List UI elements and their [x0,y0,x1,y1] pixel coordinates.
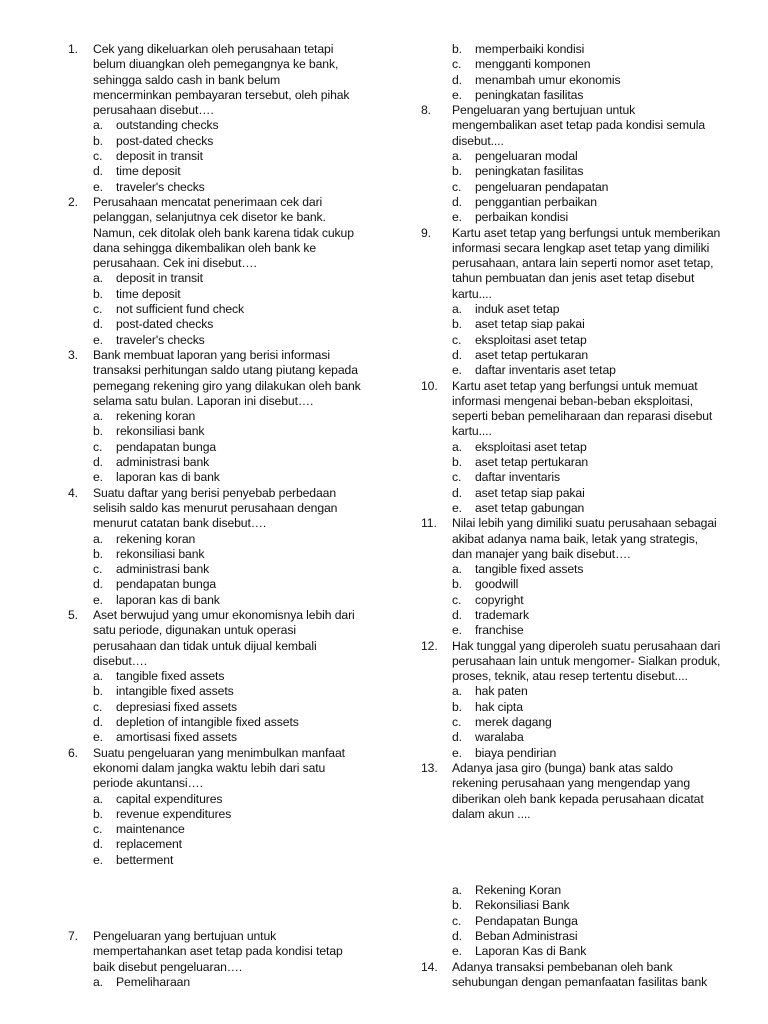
question-item [421,639,721,761]
answer-option [93,333,362,348]
option-text: trademark [475,607,529,622]
option-letter: c. [93,302,103,317]
option-text: aset tetap pertukaran [475,455,589,470]
option-text: deposit in transit [116,271,203,286]
option-text: tangible fixed assets [116,669,225,684]
option-letter: d. [93,837,103,852]
answer-option [452,593,721,608]
option-text: pendapatan bunga [116,439,217,454]
question-item [62,348,362,486]
option-text: merek dagang [475,715,552,730]
option-text: memperbaiki kondisi [475,42,585,56]
question-item [421,516,721,638]
option-letter: d. [452,347,462,362]
question-number: 6. [68,745,78,760]
answer-option [452,180,721,195]
option-letter: b. [452,898,462,913]
answer-option [93,684,362,699]
option-text: Beban Administrasi [475,929,578,944]
answer-option [93,164,362,179]
answer-option [93,149,362,164]
option-list [93,118,362,194]
option-letter: b. [93,546,103,561]
answer-option [452,88,721,103]
question-item [421,379,721,517]
option-list [452,883,721,959]
option-letter: c. [452,179,462,194]
option-text: eksploitasi aset tetap [475,332,587,347]
answer-option [93,562,362,577]
question-item [421,42,721,103]
option-text: pengeluaran modal [475,149,578,164]
option-list [452,684,721,760]
answer-option [93,593,362,608]
option-letter: c. [93,439,103,454]
option-text: administrasi bank [116,455,210,470]
answer-option [93,715,362,730]
option-text: traveler's checks [116,332,205,347]
option-letter: a. [93,118,103,133]
option-text: peningkatan fasilitas [475,87,584,102]
option-letter: c. [452,715,462,730]
answer-option [93,532,362,547]
option-letter: a. [93,974,103,989]
option-letter: b. [93,806,103,821]
answer-option [452,883,721,898]
option-letter: b. [93,133,103,148]
question-item [421,226,721,379]
option-text: laporan kas di bank [116,470,220,485]
option-text: revenue expenditures [116,806,232,821]
answer-option [452,929,721,944]
option-text: aset tetap siap pakai [475,317,585,332]
question-text: Suatu daftar yang berisi penyebab perbedaan selisih saldo kas menurut perusahaan dengan menurut catatan bank disebut…. [93,485,338,531]
option-letter: d. [452,194,462,209]
question-text: Pengeluaran yang bertujuan untuk mempertahankan aset tetap pada kondisi tetap baik disebut pengeluaran…. [93,929,343,974]
question-text: Cek yang dikeluarkan oleh perusahaan tetapi belum diuangkan oleh pemegangnya ke bank, sehingga saldo cash in bank belum mencerminkan pembayaran tersebut, oleh pihak perusahaan disebut…. [93,42,350,118]
option-text: rekening koran [116,531,196,546]
option-text: maintenance [116,822,185,837]
option-letter: b. [452,317,462,332]
answer-option [452,608,721,623]
answer-option [93,822,362,837]
option-text: mengganti komponen [475,57,591,72]
answer-option [452,302,721,317]
answer-option [93,302,362,317]
option-text: hak paten [475,684,528,699]
option-letter: b. [452,577,462,592]
answer-option [93,470,362,485]
option-text: daftar inventaris [475,470,561,485]
option-text: replacement [116,837,182,852]
option-letter: e. [93,592,103,607]
option-text: outstanding checks [116,118,219,133]
option-text: capital expenditures [116,791,223,806]
question-number: 1. [68,42,78,56]
option-text: post-dated checks [116,133,214,148]
option-text: penggantian perbaikan [475,194,597,209]
option-letter: e. [93,179,103,194]
blank-space [62,868,362,929]
answer-option [452,317,721,332]
answer-option [452,348,721,363]
option-list [452,562,721,638]
question-text: Aset berwujud yang umur ekonomisnya lebih dari satu periode, digunakan untuk operasi perusahaan dan tidak untuk dijual kembali disebut…. [93,607,355,668]
option-text: Rekening Koran [475,883,562,898]
option-text: not sufficient fund check [116,302,245,317]
answer-option [452,501,721,516]
answer-option [452,149,721,164]
option-list [452,42,721,103]
answer-option [452,164,721,179]
question-text: Kartu aset tetap yang berfungsi untuk memuat informasi mengenai beban-beban eksploitasi, seperti beban pemeliharaan dan reparasi disebut kartu.... [452,378,713,439]
answer-option [452,470,721,485]
option-letter: e. [452,944,462,959]
option-text: Laporan Kas di Bank [475,944,587,959]
question-item [62,746,362,868]
option-letter: a. [452,302,462,317]
option-text: daftar inventaris aset tetap [475,363,616,378]
question-item [421,103,721,225]
answer-option [452,210,721,225]
answer-option [93,853,362,868]
option-letter: e. [452,210,462,225]
answer-option [452,700,721,715]
option-text: hak cipta [475,699,523,714]
option-letter: a. [452,883,462,898]
answer-option [452,944,721,959]
question-item [62,929,362,990]
question-text: Perusahaan mencatat penerimaan cek dari pelanggan, selanjutnya cek disetor ke bank. Namun, cek ditolak oleh bank karena tidak cukup dana sehingga dikembalikan oleh bank ke perusahaan. Cek ini disebut…. [93,194,354,271]
question-item [421,761,721,960]
answer-option [93,975,362,990]
answer-option [93,180,362,195]
question-text: Adanya transaksi pembebanan oleh bank sehubungan dengan pemanfaatan fasilitas bank [452,959,708,989]
option-letter: c. [93,699,103,714]
option-letter: a. [93,669,103,684]
option-letter: b. [93,424,103,439]
option-letter: d. [93,715,103,730]
option-text: Rekonsiliasi Bank [475,898,570,913]
option-text: aset tetap pertukaran [475,347,589,362]
option-letter: a. [452,562,462,577]
left-column [62,42,362,990]
option-text: betterment [116,852,174,867]
question-item [62,486,362,608]
option-text: goodwill [475,577,519,592]
answer-option [93,792,362,807]
question-text: Nilai lebih yang dimiliki suatu perusahaan sebagai akibat adanya nama baik, letak yang strategis, dan manajer yang baik disebut…. [452,516,717,561]
option-text: eksploitasi aset tetap [475,439,587,454]
option-letter: c. [93,562,103,577]
option-text: peningkatan fasilitas [475,164,584,179]
option-list [93,409,362,485]
answer-option [452,333,721,348]
option-text: pengeluaran pendapatan [475,179,609,194]
option-letter: e. [93,332,103,347]
option-text: amortisasi fixed assets [116,730,237,745]
option-text: Pemeliharaan [116,974,191,989]
option-letter: a. [93,531,103,546]
question-number: 12. [421,638,438,653]
option-letter: a. [93,271,103,286]
option-letter: e. [452,745,462,760]
option-text: aset tetap siap pakai [475,485,585,500]
question-item [421,960,721,991]
option-list [93,532,362,608]
answer-option [93,317,362,332]
answer-option [452,715,721,730]
option-text: post-dated checks [116,317,214,332]
question-number: 2. [68,194,78,209]
option-text: rekening koran [116,409,196,424]
answer-option [452,914,721,929]
answer-option [93,837,362,852]
option-letter: d. [93,317,103,332]
answer-option [452,73,721,88]
question-number: 9. [421,225,431,240]
answer-option [452,623,721,638]
option-letter: e. [452,623,462,638]
option-letter: d. [452,929,462,944]
option-letter: d. [93,164,103,179]
answer-option [93,409,362,424]
option-letter: c. [452,470,462,485]
option-letter: c. [452,913,462,928]
option-letter: d. [452,607,462,622]
option-letter: a. [452,684,462,699]
question-item [62,608,362,746]
blank-space [452,822,721,883]
question-item [62,195,362,348]
option-letter: b. [93,684,103,699]
question-number: 11. [421,516,437,531]
option-list [93,669,362,745]
option-letter: e. [93,852,103,867]
answer-option [93,271,362,286]
option-text: intangible fixed assets [116,684,234,699]
option-letter: a. [452,149,462,164]
option-list [93,792,362,868]
option-letter: c. [452,592,462,607]
option-list [452,149,721,225]
option-text: franchise [475,623,524,638]
question-number: 7. [68,929,78,944]
option-text: rekonsiliasi bank [116,424,205,439]
question-number: 5. [68,607,78,622]
option-letter: b. [452,164,462,179]
question-number: 10. [421,378,438,393]
question-number: 14. [421,959,438,974]
option-letter: b. [452,699,462,714]
answer-option [452,42,721,57]
option-letter: d. [452,72,462,87]
option-letter: c. [93,149,103,164]
question-text: Bank membuat laporan yang berisi informasi transaksi perhitungan saldo utang piutang kepada pemegang rekening giro yang dilakukan oleh bank selama satu bulan. Laporan ini disebut…. [93,347,361,408]
option-text: time deposit [116,164,181,179]
answer-option [93,440,362,455]
option-letter: a. [93,791,103,806]
option-letter: d. [452,485,462,500]
option-letter: d. [93,455,103,470]
question-number: 8. [421,103,431,118]
answer-option [452,363,721,378]
option-text: perbaikan kondisi [475,210,569,225]
option-text: waralaba [475,730,524,745]
question-text: Pengeluaran yang bertujuan untuk mengembalikan aset tetap pada kondisi semula disebut.... [452,103,706,148]
answer-option [452,730,721,745]
answer-option [452,684,721,699]
answer-option [452,486,721,501]
answer-option [93,287,362,302]
answer-option [93,455,362,470]
answer-option [93,700,362,715]
option-text: induk aset tetap [475,302,560,317]
answer-option [93,424,362,439]
option-text: Pendapatan Bunga [475,913,578,928]
answer-option [452,898,721,913]
answer-option [452,57,721,72]
option-text: depresiasi fixed assets [116,699,237,714]
question-text: Adanya jasa giro (bunga) bank atas saldo rekening perusahaan yang mengendap yang diberikan oleh bank kepada perusahaan dicatat dalam akun .... [452,760,704,821]
option-text: deposit in transit [116,149,203,164]
option-letter: c. [452,332,462,347]
answer-option [93,577,362,592]
answer-option [93,807,362,822]
option-text: copyright [475,592,524,607]
option-letter: b. [452,42,462,56]
option-text: traveler's checks [116,179,205,194]
answer-option [452,746,721,761]
right-column [421,42,721,990]
option-text: time deposit [116,286,181,301]
option-text: biaya pendirian [475,745,557,760]
option-letter: a. [452,439,462,454]
option-letter: e. [93,730,103,745]
option-letter: c. [452,57,462,72]
option-letter: a. [93,409,103,424]
question-text: Hak tunggal yang diperoleh suatu perusahaan dari perusahaan lain untuk mengomer- Sialkan produk, proses, teknik, atau resep tertentu disebut.... [452,638,721,684]
answer-option [93,134,362,149]
option-text: aset tetap gabungan [475,500,585,515]
option-list [452,440,721,516]
question-text: Kartu aset tetap yang berfungsi untuk memberikan informasi secara lengkap aset tetap yang dimiliki perusahaan, antara lain seperti nomor aset tetap, tahun pembuatan dan jenis aset tetap disebut kartu.... [452,225,721,301]
question-text: Suatu pengeluaran yang menimbulkan manfaat ekonomi dalam jangka waktu lebih dari satu periode akuntansi…. [93,745,345,791]
answer-option [93,118,362,133]
option-text: administrasi bank [116,562,210,577]
answer-option [93,730,362,745]
option-letter: e. [452,87,462,102]
answer-option [452,455,721,470]
option-text: tangible fixed assets [475,562,584,577]
option-list [452,302,721,378]
option-letter: e. [452,363,462,378]
answer-option [93,669,362,684]
option-letter: d. [452,730,462,745]
option-letter: e. [452,500,462,515]
answer-option [452,195,721,210]
option-letter: c. [93,822,103,837]
option-letter: d. [93,577,103,592]
option-letter: b. [93,286,103,301]
question-item [62,42,362,195]
option-text: laporan kas di bank [116,592,220,607]
option-list [93,271,362,347]
question-number: 13. [421,760,438,775]
question-number: 3. [68,347,78,362]
option-letter: e. [93,470,103,485]
option-list [93,975,362,990]
answer-option [452,562,721,577]
option-text: menambah umur ekonomis [475,72,621,87]
option-text: depletion of intangible fixed assets [116,715,299,730]
option-text: pendapatan bunga [116,577,217,592]
option-text: rekonsiliasi bank [116,546,205,561]
answer-option [452,577,721,592]
question-number: 4. [68,485,78,500]
answer-option [452,440,721,455]
answer-option [93,547,362,562]
option-letter: b. [452,455,462,470]
